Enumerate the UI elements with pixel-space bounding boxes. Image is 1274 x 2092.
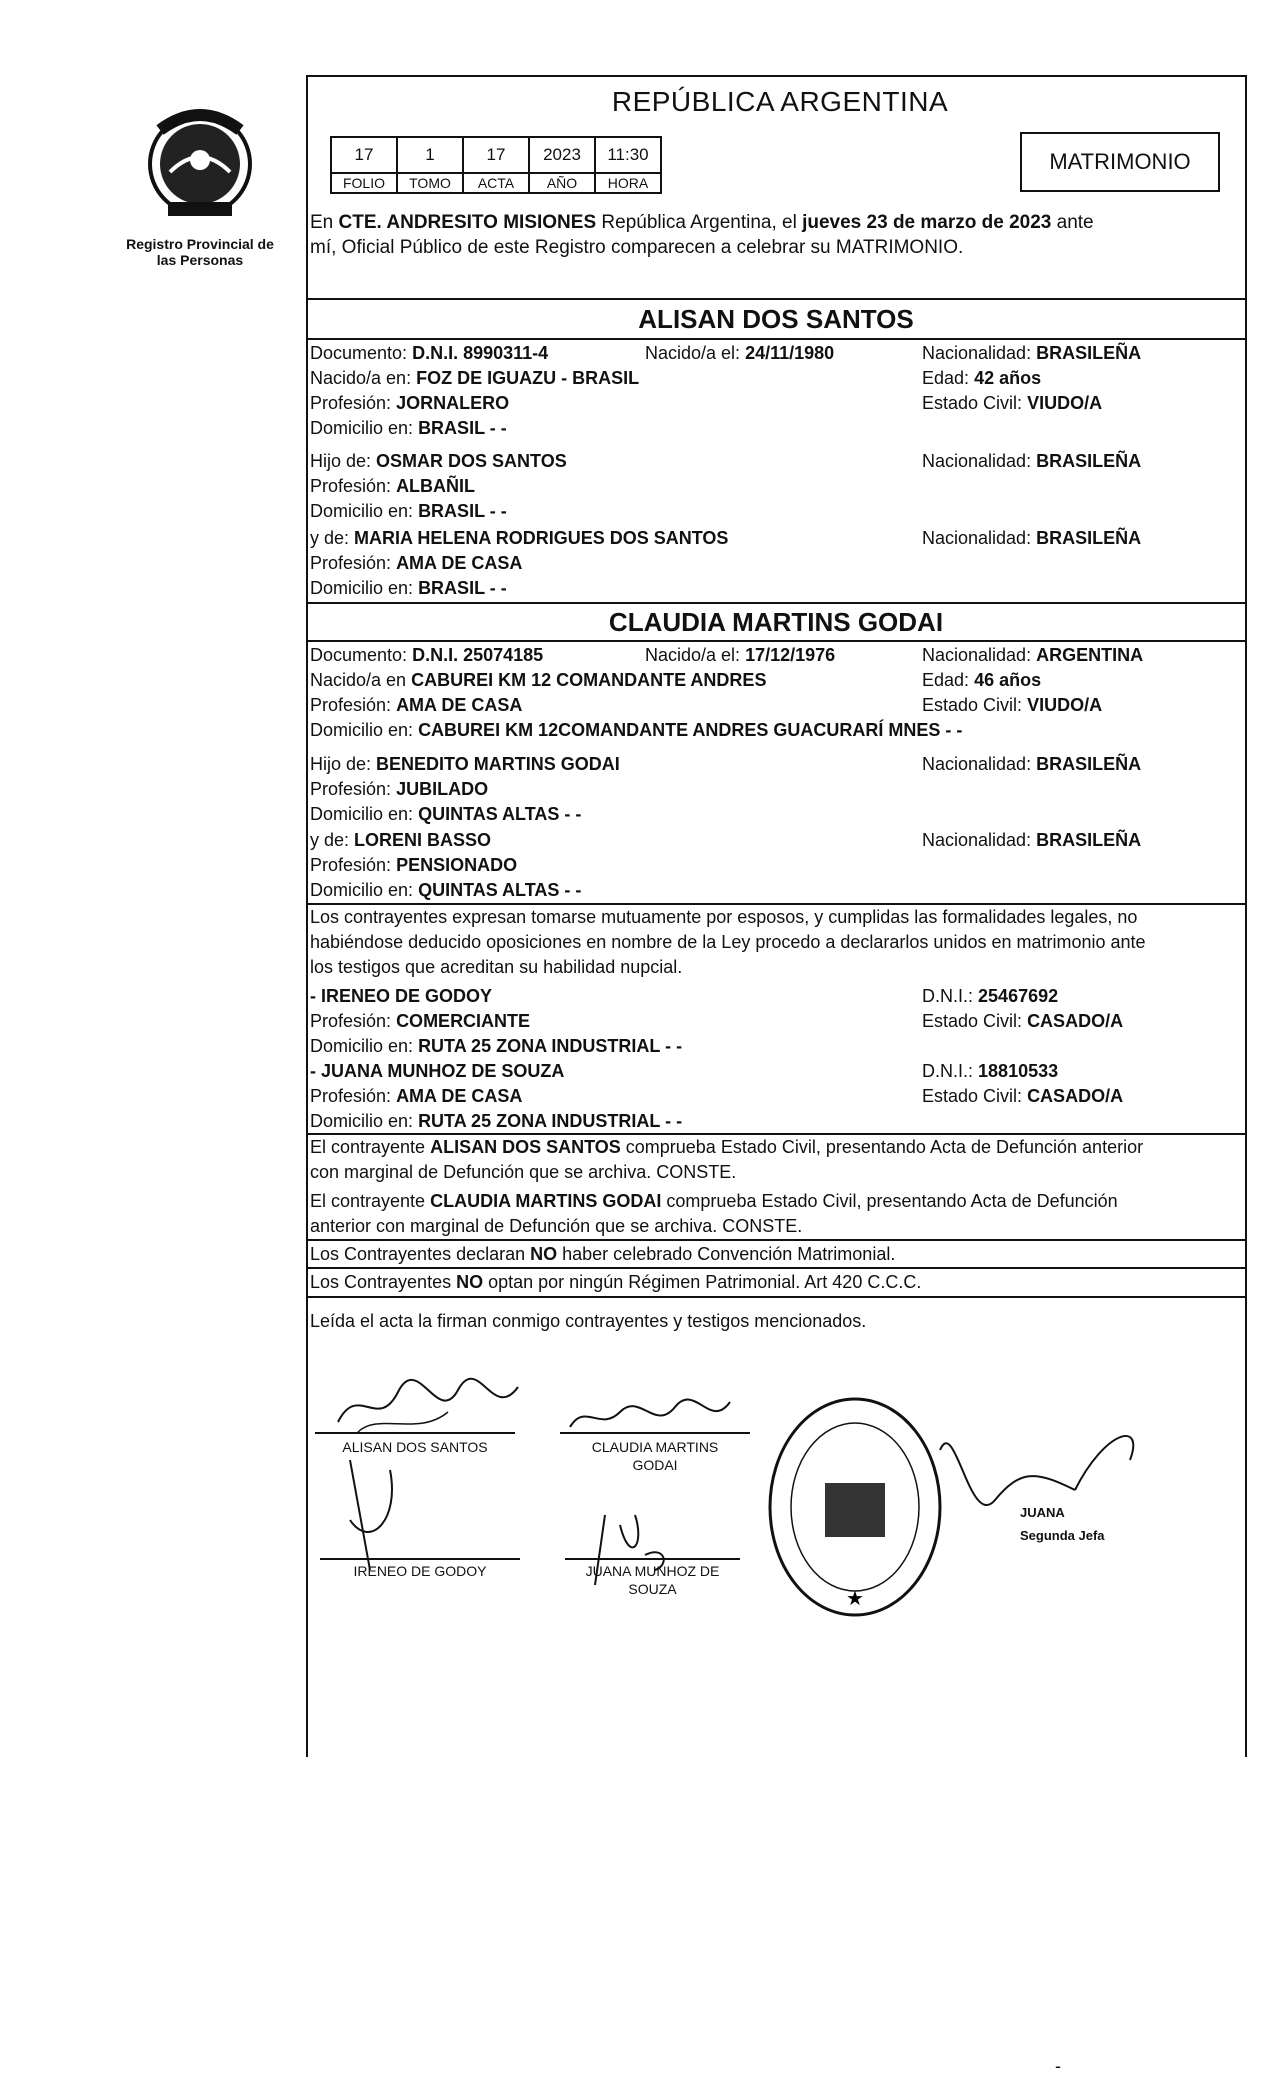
intro-line-1: En CTE. ANDRESITO MISIONES República Argentina, el jueves 23 de marzo de 2023 ante [310, 212, 1094, 233]
bride-father-profession: Profesión: JUBILADO [310, 779, 489, 799]
intro-line-2: mí, Oficial Público de este Registro comparecen a celebrar su MATRIMONIO. [310, 237, 964, 258]
witness-1-civil-status: Estado Civil: CASADO/A [922, 1011, 1124, 1031]
witness-1-domicile: Domicilio en: RUTA 25 ZONA INDUSTRIAL - - [310, 1036, 683, 1056]
groom-civil-status: Estado Civil: VIUDO/A [922, 393, 1103, 413]
acta-label: ACTA [463, 173, 529, 193]
tomo-value: 1 [397, 137, 463, 173]
declaration-line-1: Los contrayentes expresan tomarse mutuamente por esposos, y cumplidas las formalidades legales, no [310, 907, 1138, 927]
bride-signature-caption: CLAUDIA MARTINS GODAI [591, 1439, 719, 1473]
province-emblem [140, 102, 260, 222]
declaration-line-3: los testigos que acreditan su habilidad nupcial. [310, 957, 683, 977]
groom-name-heading: ALISAN DOS SANTOS [638, 304, 914, 334]
groom-mother: y de: MARIA HELENA RODRIGUES DOS SANTOS [310, 528, 729, 548]
witness-2-profession: Profesión: AMA DE CASA [310, 1086, 523, 1106]
folio-value: 17 [331, 137, 397, 173]
tomo-label: TOMO [397, 173, 463, 193]
bride-mother-domicile: Domicilio en: QUINTAS ALTAS - - [310, 880, 582, 900]
bride-father-domicile: Domicilio en: QUINTAS ALTAS - - [310, 804, 582, 824]
groom-birthplace: Nacido/a en: FOZ DE IGUAZU - BRASIL [310, 368, 640, 388]
bride-document: Documento: D.N.I. 25074185 [310, 645, 544, 665]
groom-age: Edad: 42 años [922, 368, 1042, 388]
bride-domicile: Domicilio en: CABUREI KM 12COMANDANTE ANDRES GUACURARÍ MNES - - [310, 720, 963, 740]
acta-value: 17 [463, 137, 529, 173]
groom-father: Hijo de: OSMAR DOS SANTOS [310, 451, 567, 471]
witness-1-name: - IRENEO DE GODOY [310, 986, 493, 1006]
regime-note: Los Contrayentes NO optan por ningún Régimen Patrimonial. Art 420 C.C.C. [310, 1272, 922, 1292]
groom-signature-caption: ALISAN DOS SANTOS [342, 1439, 488, 1455]
bride-birthplace: Nacido/a en CABUREI KM 12 COMANDANTE ANDRES [310, 670, 767, 690]
groom-mother-profession: Profesión: AMA DE CASA [310, 553, 523, 573]
witness-1-dni: D.N.I.: 25467692 [922, 986, 1059, 1006]
bride-father: Hijo de: BENEDITO MARTINS GODAI [310, 754, 620, 774]
closing-statement: Leída el acta la firman conmigo contrayentes y testigos mencionados. [310, 1311, 867, 1331]
witness-2-dni: D.N.I.: 18810533 [922, 1061, 1059, 1081]
hora-value: 11:30 [595, 137, 661, 173]
bride-father-nationality: Nacionalidad: BRASILEÑA [922, 754, 1142, 774]
hora-label: HORA [595, 173, 661, 193]
officer-name: JUANA [1020, 1505, 1065, 1520]
bride-age: Edad: 46 años [922, 670, 1042, 690]
witness-1-profession: Profesión: COMERCIANTE [310, 1011, 531, 1031]
officer-signature [935, 1410, 1155, 1570]
witness-2-domicile: Domicilio en: RUTA 25 ZONA INDUSTRIAL - - [310, 1111, 683, 1131]
groom-father-nationality: Nacionalidad: BRASILEÑA [922, 451, 1142, 471]
record-table [330, 136, 662, 194]
groom-mother-domicile: Domicilio en: BRASIL - - [310, 578, 507, 598]
witness-2-civil-status: Estado Civil: CASADO/A [922, 1086, 1124, 1106]
witness-2-signature-caption: JUANA MUNHOZ DE SOUZA [585, 1563, 720, 1597]
groom-document: Documento: D.N.I. 8990311-4 [310, 343, 549, 363]
groom-domicile: Domicilio en: BRASIL - - [310, 418, 507, 438]
groom-birthdate: Nacido/a el: 24/11/1980 [645, 343, 835, 363]
declaration-line-2: habiéndose deducido oposiciones en nombre de la Ley procedo a declararlos unidos en matrimonio ante [310, 932, 1146, 952]
note-bride-line-2: anterior con marginal de Defunción que se archiva. CONSTE. [310, 1216, 803, 1236]
folio-label: FOLIO [331, 173, 397, 193]
registry-label: Registro Provincial de las Personas [126, 236, 274, 268]
bride-profession: Profesión: AMA DE CASA [310, 695, 523, 715]
officer-title: Segunda Jefa [1020, 1528, 1105, 1543]
groom-profession: Profesión: JORNALERO [310, 393, 510, 413]
note-bride-line-1: El contrayente CLAUDIA MARTINS GODAI comprueba Estado Civil, presentando Acta de Defunción [310, 1191, 1118, 1211]
bride-birthdate: Nacido/a el: 17/12/1976 [645, 645, 836, 665]
anio-label: AÑO [529, 173, 595, 193]
anio-value: 2023 [529, 137, 595, 173]
footer-mark: - [1055, 2056, 1061, 2076]
note-groom-line-1: El contrayente ALISAN DOS SANTOS comprueba Estado Civil, presentando Acta de Defunción anterior [310, 1137, 1144, 1157]
bride-mother-nationality: Nacionalidad: BRASILEÑA [922, 830, 1142, 850]
bride-mother: y de: LORENI BASSO [310, 830, 492, 850]
record-type-box: MATRIMONIO [1020, 132, 1220, 192]
bride-signature [560, 1392, 740, 1442]
note-groom-line-2: con marginal de Defunción que se archiva. CONSTE. [310, 1162, 737, 1182]
registry-seal [765, 1395, 945, 1620]
country-title: REPÚBLICA ARGENTINA [611, 86, 949, 117]
witness-1-signature-caption: IRENEO DE GODOY [353, 1563, 487, 1579]
bride-civil-status: Estado Civil: VIUDO/A [922, 695, 1103, 715]
groom-mother-nationality: Nacionalidad: BRASILEÑA [922, 528, 1142, 548]
svg-text:★: ★ [846, 1586, 864, 1610]
groom-father-domicile: Domicilio en: BRASIL - - [310, 501, 507, 521]
groom-father-profession: Profesión: ALBAÑIL [310, 476, 476, 496]
bride-mother-profession: Profesión: PENSIONADO [310, 855, 518, 875]
bride-nationality: Nacionalidad: ARGENTINA [922, 645, 1144, 665]
bride-name-heading: CLAUDIA MARTINS GODAI [608, 607, 944, 637]
witness-2-name: - JUANA MUNHOZ DE SOUZA [310, 1061, 565, 1081]
groom-nationality: Nacionalidad: BRASILEÑA [922, 343, 1142, 363]
convention-note: Los Contrayentes declaran NO haber celebrado Convención Matrimonial. [310, 1244, 896, 1264]
